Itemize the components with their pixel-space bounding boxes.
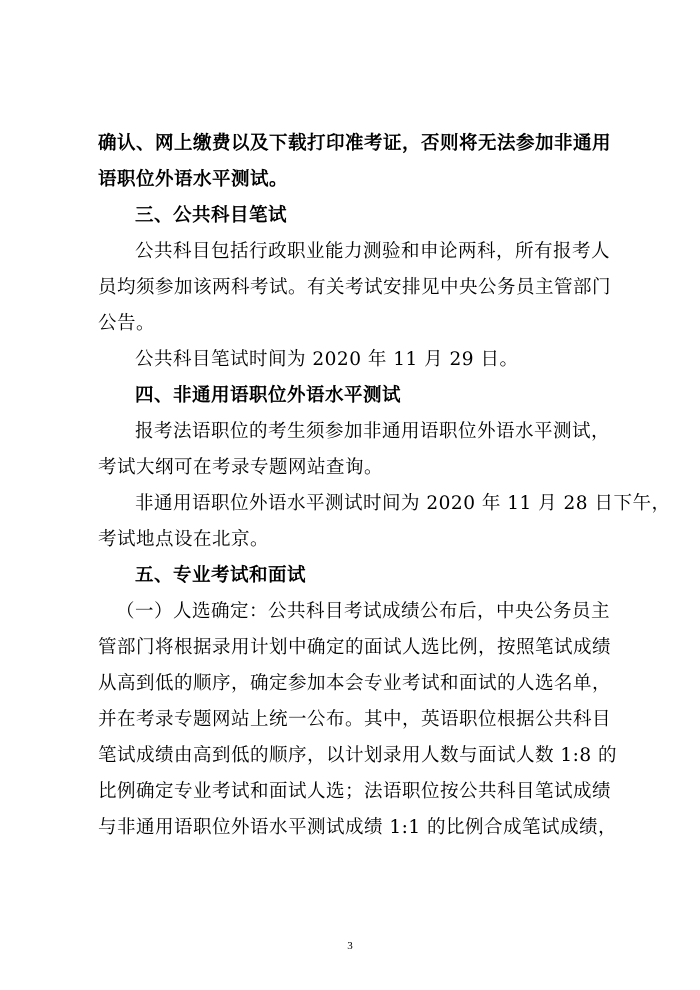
page-number: 3 <box>347 940 353 952</box>
intro-paragraph <box>98 126 612 198</box>
intro-line: 语职位外语水平测试。 <box>98 169 289 190</box>
paragraph-line: 公告。 <box>98 313 156 334</box>
section-3-heading: 三、公共科目笔试 <box>135 205 288 226</box>
section-3-paragraph-1 <box>98 234 612 342</box>
paragraph-line: 比例确定专业考试和面试人选；法语职位按公共科目笔试成绩 <box>98 781 612 802</box>
paragraph-line: 笔试成绩由高到低的顺序，以计划录用人数与面试人数 1:8 的 <box>98 745 618 766</box>
paragraph-line: 管部门将根据录用计划中确定的面试人选比例，按照笔试成绩 <box>98 637 612 658</box>
paragraph-line: （一）人选确定：公共科目考试成绩公布后，中央公务员主 <box>116 601 611 622</box>
section-5-heading: 五、专业考试和面试 <box>135 565 307 586</box>
section-5-paragraph-1 <box>98 594 618 846</box>
section-4-paragraph-1 <box>98 414 611 486</box>
paragraph-line: 考试地点设在北京。 <box>98 529 270 550</box>
paragraph-line: 非通用语职位外语水平测试时间为 2020 年 11 月 28 日下午， <box>135 493 671 514</box>
paragraph-line: 报考法语职位的考生须参加非通用语职位外语水平测试， <box>135 421 611 442</box>
paragraph-line: 并在考录专题网站上统一公布。其中，英语职位根据公共科目 <box>98 709 612 730</box>
section-4-paragraph-2 <box>98 486 671 558</box>
section-3-paragraph-2: 公共科目笔试时间为 2020 年 11 月 29 日。 <box>135 349 519 370</box>
intro-line: 确认、网上缴费以及下载打印准考证，否则将无法参加非通用 <box>98 133 612 154</box>
paragraph-line: 考试大纲可在考录专题网站查询。 <box>98 457 384 478</box>
paragraph-line: 与非通用语职位外语水平测试成绩 1:1 的比例合成笔试成绩， <box>98 817 618 838</box>
paragraph-line: 从高到低的顺序，确定参加本会专业考试和面试的人选名单， <box>98 673 612 694</box>
section-4-heading: 四、非通用语职位外语水平测试 <box>135 385 402 406</box>
paragraph-line: 员均须参加该两科考试。有关考试安排见中央公务员主管部门 <box>98 277 612 298</box>
paragraph-line: 公共科目包括行政职业能力测验和申论两科，所有报考人 <box>135 241 611 262</box>
